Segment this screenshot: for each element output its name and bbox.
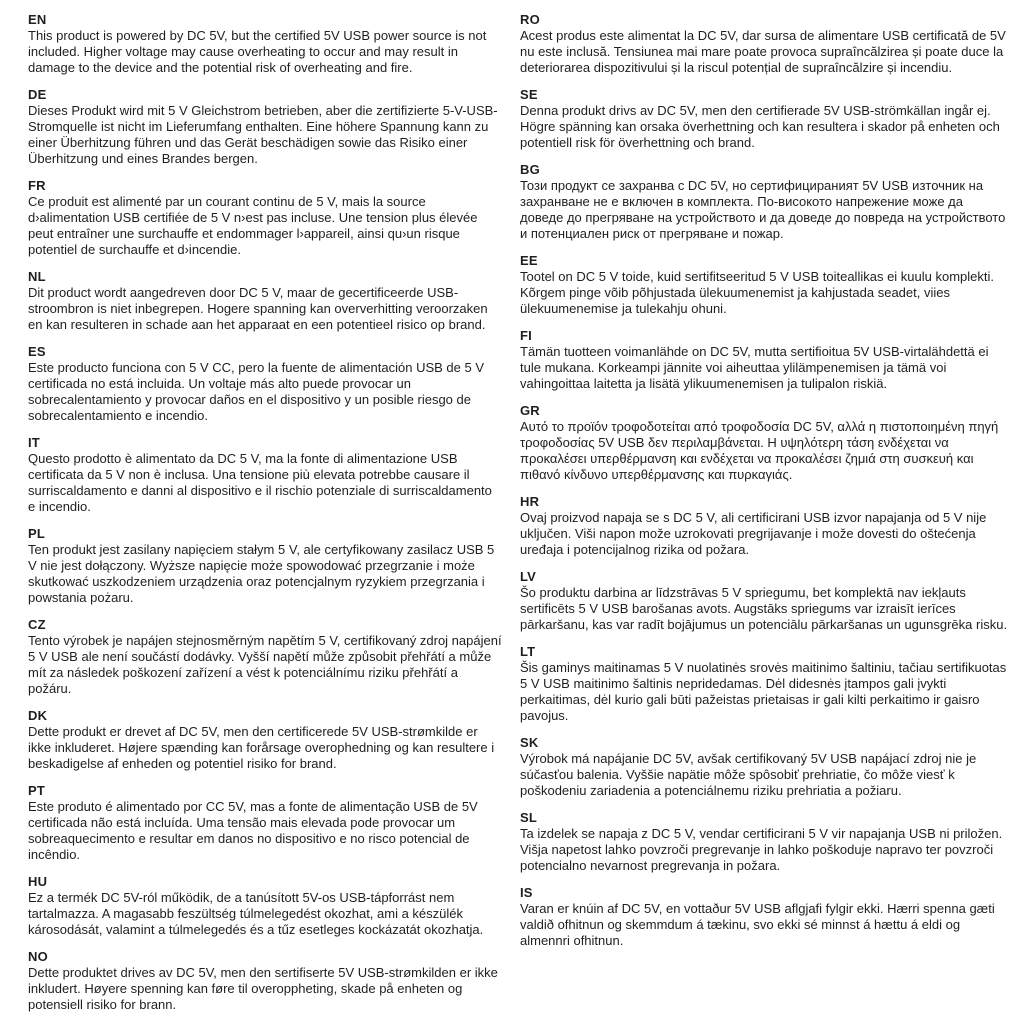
lang-text-hr: Ovaj proizvod napaja se s DC 5 V, ali certificirani USB izvor napajanja od 5 V nije uključen. Viši napon može uzrokovati pregrijavanje i može dovesti do oštećenja uređaja i potencijalnog rizika od požara.: [520, 510, 987, 557]
lang-text-fr: Ce produit est alimenté par un courant continu de 5 V, mais la source d›alimentation USB certifiée de 5 V n›est pas incluse. Une tension plus élevée peut entraîner une surchauffe et endommager l›appareil, ainsi qu›un risque potentiel de surchauffe et d›incendie.: [28, 194, 478, 257]
lang-code-hu: HU: [28, 874, 48, 889]
lang-section-gr: [520, 403, 1008, 483]
lang-section-it: [28, 435, 502, 515]
lang-code-no: NO: [28, 949, 48, 964]
lang-code-pt: PT: [28, 783, 46, 798]
lang-text-lv: Šo produktu darbina ar līdzstrāvas 5 V spriegumu, bet komplektā nav iekļauts sertificēts 5 V USB barošanas avots. Augstāks spriegums var izraisīt ierīces pārkaršanu, kas var radīt bojājumus un potenciālu pārkaršanas un ugunsgrēka risku.: [520, 585, 1008, 632]
lang-section-bg: [520, 162, 1008, 242]
lang-code-gr: GR: [520, 403, 540, 418]
lang-code-ro: RO: [520, 12, 540, 27]
lang-section-ee: [520, 253, 1008, 317]
lang-text-pl: Ten produkt jest zasilany napięciem stałym 5 V, ale certyfikowany zasilacz USB 5 V nie jest dołączony. Wyższe napięcie może spowodować przegrzanie i może skutkować uszkodzeniem urządzenia oraz potencjalnym ryzykiem przegrzania i powstania pożaru.: [28, 542, 495, 605]
lang-text-lt: Šis gaminys maitinamas 5 V nuolatinės srovės maitinimo šaltiniu, tačiau sertifikuotas 5 V USB maitinimo šaltinis nepridedamas. Dėl didesnės įtampos gali įvykti perkaitimas, dėl kurio gali būti pažeistas prietaisas ir gali kilti perkaitimo ir gaisro pavojus.: [520, 660, 1007, 723]
lang-section-en: [28, 12, 502, 76]
lang-section-de: [28, 87, 502, 167]
lang-text-it: Questo prodotto è alimentato da DC 5 V, ma la fonte di alimentazione USB certificata da 5 V non è inclusa. Una tensione più elevata potrebbe causare il surriscaldamento e danni al dispositivo e il rischio potenziale di surriscaldamento e incendio.: [28, 451, 492, 514]
lang-section-pt: [28, 783, 502, 863]
lang-text-hu: Ez a termék DC 5V-ról működik, de a tanúsított 5V-os USB-tápforrást nem tartalmazza. A magasabb feszültség túlmelegedést okozhat, ami a készülék károsodását, valamint a túlmelegedés és a tűz esetleges kockázatát okozhatja.: [28, 890, 484, 937]
lang-text-pt: Este produto é alimentado por CC 5V, mas a fonte de alimentação USB de 5V certificada não está incluída. Uma tensão mais elevada pode provocar um sobreaquecimento e resultar em danos no dispositivo e no risco potencial de incêndio.: [28, 799, 478, 862]
lang-code-fi: FI: [520, 328, 532, 343]
lang-text-is: Varan er knúin af DC 5V, en vottaður 5V USB aflgjafi fylgir ekki. Hærri spenna gæti valdið ofhitnun og skemmdum á tækinu, svo ekki sé minnst á hættu á eldi og almennri ofhitnun.: [520, 901, 995, 948]
lang-text-bg: Този продукт се захранва с DC 5V, но сертифицираният 5V USB източник на захранване не е включен в комплекта. По-високото напрежение може да доведе до прегряване на устройството и да доведе до повреда на устройството и потенциален риск от прегряване и пожар.: [520, 178, 1006, 241]
lang-code-dk: DK: [28, 708, 48, 723]
lang-section-hr: [520, 494, 1008, 558]
lang-code-en: EN: [28, 12, 47, 27]
lang-text-de: Dieses Produkt wird mit 5 V Gleichstrom betrieben, aber die zertifizierte 5-V-USB-Stromquelle ist nicht im Lieferumfang enthalten. Eine höhere Spannung kann zu einer Überhitzung führen und das Gerät beschädigen sowie das Risiko einer Überhitzung und eines Brandes bergen.: [28, 103, 498, 166]
lang-code-se: SE: [520, 87, 538, 102]
lang-text-gr: Αυτό το προϊόν τροφοδοτείται από τροφοδοσία DC 5V, αλλά η πιστοποιημένη πηγή τροφοδοσίας 5V USB δεν περιλαμβάνεται. Η υψηλότερη τάση ενδέχεται να προκαλέσει υπερθέρμανση και ενδέχεται να προκαλέσει ζημιά στη συσκευή και πιθανό κίνδυνο υπερθέρμανσης και πυρκαγιάς.: [520, 419, 999, 482]
lang-section-fi: [520, 328, 1008, 392]
lang-section-dk: [28, 708, 502, 772]
lang-code-hr: HR: [520, 494, 540, 509]
lang-text-sk: Výrobok má napájanie DC 5V, avšak certifikovaný 5V USB napájací zdroj nie je súčasťou balenia. Vyššie napätie môže spôsobiť prehriatie, čo môže viesť k poškodeniu zariadenia a potenciálnemu riziku prehriatia a požiaru.: [520, 751, 977, 798]
left-column: [28, 12, 502, 1024]
lang-code-it: IT: [28, 435, 40, 450]
lang-section-lv: [520, 569, 1008, 633]
lang-text-sl: Ta izdelek se napaja z DC 5 V, vendar certificirani 5 V vir napajanja USB ni priložen. Višja napetost lahko povzroči pregrevanje in lahko poškoduje napravo ter povzroči potencialno nevarnost pregrevanja in požara.: [520, 826, 1003, 873]
lang-code-lt: LT: [520, 644, 536, 659]
lang-code-fr: FR: [28, 178, 46, 193]
lang-section-is: [520, 885, 1008, 949]
lang-section-cz: [28, 617, 502, 697]
lang-section-ro: [520, 12, 1008, 76]
lang-section-hu: [28, 874, 502, 938]
lang-section-fr: [28, 178, 502, 258]
lang-code-is: IS: [520, 885, 533, 900]
lang-code-pl: PL: [28, 526, 46, 541]
lang-text-nl: Dit product wordt aangedreven door DC 5 V, maar de gecertificeerde USB-stroombron is niet inbegrepen. Hogere spanning kan oververhitting veroorzaken en kan resulteren in schade aan het apparaat en een potentieel risico op brand.: [28, 285, 488, 332]
lang-code-cz: CZ: [28, 617, 46, 632]
lang-section-nl: [28, 269, 502, 333]
lang-text-fi: Tämän tuotteen voimanlähde on DC 5V, mutta sertifioitua 5V USB-virtalähdettä ei tule mukana. Korkeampi jännite voi aiheuttaa ylilämpenemisen ja tämä voi vahingoittaa laitetta ja lisätä ylikuumenemisen ja tulipalon riskiä.: [520, 344, 989, 391]
lang-text-no: Dette produktet drives av DC 5V, men den sertifiserte 5V USB-strømkilden er ikke inkludert. Høyere spenning kan føre til overoppheting, skade på enheten og potensiell risiko for brann.: [28, 965, 498, 1012]
lang-code-ee: EE: [520, 253, 538, 268]
lang-text-es: Este producto funciona con 5 V CC, pero la fuente de alimentación USB de 5 V certificada no está incluida. Un voltaje más alto puede provocar un sobrecalentamiento y provocar daños en el dispositivo y un posible riesgo de sobrecalentamiento e incendio.: [28, 360, 484, 423]
lang-section-se: [520, 87, 1008, 151]
right-column: [520, 12, 1008, 1024]
lang-text-ro: Acest produs este alimentat la DC 5V, dar sursa de alimentare USB certificată de 5V nu este inclusă. Tensiunea mai mare poate provoca supraîncălzirea și poate duce la deteriorarea dispozitivului și la riscul potențial de supraîncălzire și incendiu.: [520, 28, 1006, 75]
lang-section-es: [28, 344, 502, 424]
lang-code-es: ES: [28, 344, 46, 359]
lang-text-dk: Dette produkt er drevet af DC 5V, men den certificerede 5V USB-strømkilde er ikke inkluderet. Højere spænding kan forårsage overophedning og kan resultere i beskadigelse af enheden og potentiel risiko for brand.: [28, 724, 495, 771]
lang-code-sk: SK: [520, 735, 539, 750]
lang-section-sl: [520, 810, 1008, 874]
lang-text-en: This product is powered by DC 5V, but the certified 5V USB power source is not included. Higher voltage may cause overheating to occur and may result in damage to the device and the potential risk of overheating and fire.: [28, 28, 487, 75]
lang-code-sl: SL: [520, 810, 538, 825]
lang-code-bg: BG: [520, 162, 540, 177]
lang-code-lv: LV: [520, 569, 537, 584]
lang-section-sk: [520, 735, 1008, 799]
lang-code-de: DE: [28, 87, 47, 102]
lang-text-cz: Tento výrobek je napájen stejnosměrným napětím 5 V, certifikovaný zdroj napájení 5 V USB ale není součástí dodávky. Vyšší napětí může způsobit přehřátí a může mít za následek poškození zařízení a vést k potenciálnímu riziku přehřátí a požáru.: [28, 633, 502, 696]
lang-section-pl: [28, 526, 502, 606]
lang-section-lt: [520, 644, 1008, 724]
lang-code-nl: NL: [28, 269, 46, 284]
lang-text-se: Denna produkt drivs av DC 5V, men den certifierade 5V USB-strömkällan ingår ej. Högre spänning kan orsaka överhettning och kan resultera i skador på enheten och potentiell risk för överhettning och brand.: [520, 103, 1000, 150]
lang-text-ee: Tootel on DC 5 V toide, kuid sertifitseeritud 5 V USB toiteallikas ei kuulu komplekti. Kõrgem pinge võib põhjustada ülekuumenemist ja kahjustada seadet, viies ülekuumenemise ja tulekahju ohuni.: [520, 269, 995, 316]
lang-section-no: [28, 949, 502, 1013]
